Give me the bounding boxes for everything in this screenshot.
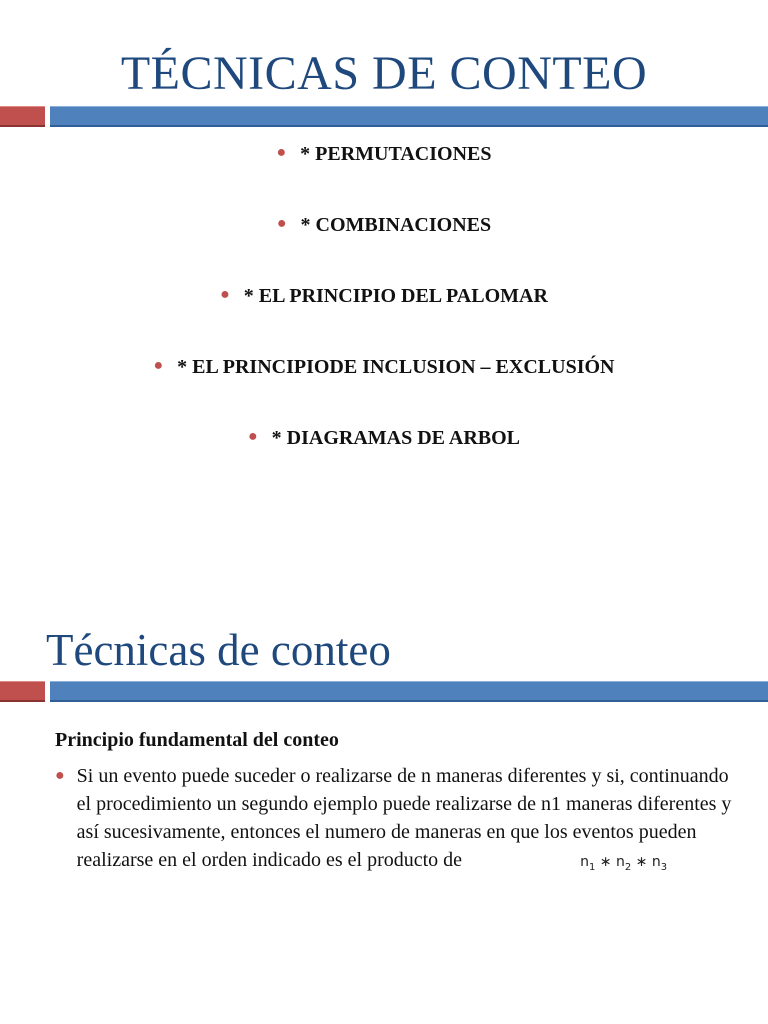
list-item [0,353,768,424]
bullet-icon: ● [276,215,287,232]
title-divider-bar [0,106,768,127]
list-item [0,211,768,282]
list-item [0,424,768,495]
slide-2-title: Técnicas de conteo [46,625,391,675]
list-item-text: * PERMUTACIONES [300,143,492,165]
list-item-text: * COMBINACIONES [300,214,492,236]
title-divider-bar [0,681,768,702]
list-item-text: * EL PRINCIPIODE INCLUSION – EXCLUSIÓN [177,356,615,378]
product-formula: $n_1$ ∗ $n_2$ ∗ $n_3$ [580,854,668,873]
bullet-icon: ● [153,357,164,374]
paragraph-text [77,762,745,882]
divider-blue-segment [50,681,768,702]
list-item-text: * DIAGRAMAS DE ARBOL [271,427,521,449]
bullet-icon: ● [247,428,258,445]
list-item [0,282,768,353]
slide-1-title: TÉCNICAS DE CONTEO [120,47,648,100]
topics-list [0,140,768,495]
section-subheading: Principio fundamental del conteo [55,729,339,751]
list-item-text: * EL PRINCIPIO DEL PALOMAR [243,285,548,307]
divider-blue-segment [50,106,768,127]
divider-red-segment [0,106,45,127]
bullet-icon: ● [220,286,230,303]
paragraph-body: Si un evento puede suceder o realizarse de n maneras diferentes y si, continuando el procedimiento un segundo ejemplo puede realizarse de n1 maneras diferentes y así sucesivamente, entonces el numero de maneras en que los eventos pueden realizarse en el orden indicado es el producto de [76,765,732,871]
slide-2 [0,512,768,1024]
bullet-icon: ● [55,767,65,784]
principle-paragraph [55,762,745,882]
bullet-icon: ● [276,144,287,161]
list-item [0,140,768,211]
divider-red-segment [0,681,45,702]
